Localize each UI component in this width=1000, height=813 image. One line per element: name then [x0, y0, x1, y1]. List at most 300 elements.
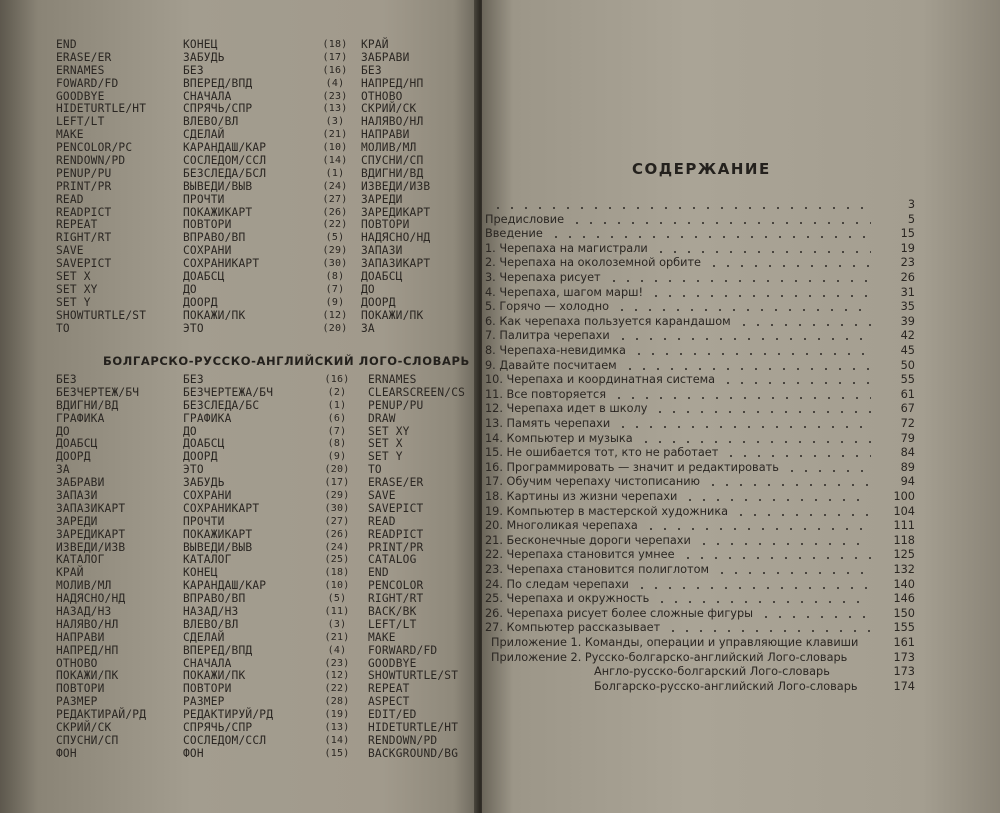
dot-leader: [655, 601, 871, 603]
dictionary-row: [56, 619, 456, 632]
term-3: ОТНОВО: [361, 89, 403, 103]
term-3: ЗАРЕДИКАРТ: [361, 205, 431, 219]
term-number: (4): [327, 644, 347, 656]
term-3: DRAW: [368, 411, 396, 425]
dot-leader: [635, 587, 871, 589]
toc-entry-label: 17. Обучим черепаху чистописанию: [485, 475, 701, 489]
term-number: (21): [322, 129, 348, 141]
toc-entry-page: 35: [900, 300, 915, 314]
toc-entry-page: 89: [900, 460, 915, 474]
term-3: RENDOWN/PD: [368, 733, 438, 747]
term-2: БЕЗСЛЕДА/БСЛ: [183, 166, 267, 180]
term-2: ГРАФИКА: [183, 411, 232, 425]
toc-entry-label: 8. Черепаха-невидимка: [485, 344, 626, 357]
toc-entry: [482, 271, 1000, 285]
term-2: СПРЯЧЬ/СПР: [183, 102, 253, 116]
term-2: ФОН: [183, 746, 204, 760]
toc-entry-label: 5. Горячо — холодно: [485, 300, 610, 314]
term-2: ВПРАВО/ВП: [183, 231, 246, 245]
toc-entry-label: 21. Бесконечные дороги черепахи: [485, 533, 691, 547]
toc-entry-page: 67: [900, 402, 915, 416]
term-number: (24): [324, 541, 350, 553]
term-1: НАЛЯВО/НЛ: [56, 617, 119, 631]
term-number: (13): [322, 103, 348, 115]
dictionary-row: [56, 385, 466, 400]
term-number: (27): [324, 515, 350, 527]
term-1: ПОВТОРИ: [56, 682, 105, 696]
dictionary-row: [56, 529, 456, 542]
toc-entry: [482, 665, 1000, 679]
term-1: GOODBYE: [56, 89, 105, 103]
toc-entry-page: 19: [900, 241, 915, 255]
term-number: (9): [325, 296, 345, 308]
term-3: EDIT/ED: [368, 708, 417, 722]
dictionary-row: [56, 503, 456, 516]
term-number: (30): [324, 502, 350, 514]
term-3: НАЛЯВО/НЛ: [361, 115, 424, 129]
term-3: TO: [368, 463, 382, 477]
dictionary-row: [56, 645, 456, 658]
toc-entry-page: 42: [900, 329, 915, 343]
term-1: PENCOLOR/PC: [56, 141, 133, 155]
term-3: ЗА: [361, 321, 375, 335]
term-3: БЕЗ: [361, 63, 382, 77]
term-3: SAVE: [368, 489, 396, 503]
term-2: РЕДАКТИРУЙ/РД: [183, 708, 274, 722]
term-number: (5): [327, 593, 347, 605]
term-3: ЗАРЕДИ: [361, 192, 403, 206]
term-1: ЗА: [56, 463, 70, 477]
dot-leader: [715, 572, 871, 574]
term-3: ASPECT: [368, 695, 410, 709]
term-2: ПРОЧТИ: [183, 192, 225, 206]
toc-entry-label: 22. Черепаха становится умнее: [485, 548, 675, 562]
dictionary-row: [56, 374, 456, 387]
term-3: HIDETURTLE/HT: [368, 721, 459, 735]
term-2: ДОАБСЦ: [183, 437, 225, 451]
toc-entry: [482, 388, 1000, 402]
term-number: (29): [322, 245, 348, 257]
term-number: (12): [322, 309, 348, 321]
toc-entry-page: 104: [893, 504, 915, 518]
term-1: END: [56, 38, 77, 51]
dictionary-row: [56, 271, 456, 284]
toc-entry: [482, 680, 1000, 694]
term-number: (20): [322, 322, 348, 334]
term-2: ПОКАЖИКАРТ: [183, 527, 253, 541]
term-number: (26): [322, 206, 348, 218]
toc-entry-page: 94: [900, 475, 915, 489]
term-1: RENDOWN/PD: [56, 154, 126, 168]
term-number: (22): [324, 683, 350, 695]
term-2: НАЗАД/НЗ: [183, 605, 239, 619]
toc-entry-page: 150: [893, 606, 915, 620]
term-number: (19): [324, 709, 350, 721]
term-3: ЗАПАЗИКАРТ: [361, 257, 431, 271]
term-number: (7): [327, 425, 347, 437]
term-1: ИЗВЕДИ/ИЗВ: [56, 540, 126, 554]
toc-entry-page: 26: [900, 271, 915, 284]
toc-entry: [482, 242, 1000, 256]
dot-leader: [549, 236, 871, 238]
term-3: READ: [368, 514, 396, 528]
term-1: КАТАЛОГ: [56, 553, 105, 567]
toc-entry: [482, 592, 1000, 606]
term-2: КАРАНДАШ/КАР: [183, 579, 267, 593]
dictionary-row: [56, 39, 456, 52]
toc-entry-page: 31: [900, 285, 915, 299]
term-1: ДО: [56, 424, 70, 438]
term-2: ДОАБСЦ: [183, 270, 225, 284]
term-3: ПОВТОРИ: [361, 218, 410, 232]
toc-entry-label: 26. Черепаха рисует более сложные фигуры: [485, 606, 754, 620]
term-number: (29): [324, 490, 350, 502]
term-2: СОСЛЕДОМ/ССЛ: [183, 154, 267, 168]
term-1: БЕЗ: [56, 373, 77, 386]
toc-entry: [482, 548, 1000, 562]
term-number: (10): [324, 580, 350, 592]
toc-entry-page: 50: [900, 358, 915, 372]
dot-leader: [707, 265, 871, 267]
toc-entry: [482, 402, 1000, 416]
term-3: КРАЙ: [361, 38, 389, 51]
toc-entry-page: 72: [900, 417, 915, 430]
term-3: ERNAMES: [368, 373, 417, 386]
term-1: PENUP/PU: [56, 166, 112, 180]
dot-leader: [683, 499, 871, 501]
toc-entry: [482, 329, 1000, 343]
toc-entry-page: 84: [900, 446, 915, 460]
term-3: НАПРЕД/НП: [361, 76, 424, 90]
term-3: PENCOLOR: [368, 579, 424, 593]
toc-entry-label: 24. По следам черепахи: [485, 577, 629, 591]
term-number: (7): [325, 283, 345, 295]
term-3: SET X: [368, 437, 403, 451]
toc-entry-page: 55: [900, 373, 915, 387]
term-3: MAKE: [368, 630, 396, 644]
term-3: RIGHT/RT: [368, 592, 424, 606]
term-1: НАДЯСНО/НД: [56, 592, 126, 606]
term-number: (6): [327, 412, 347, 424]
dictionary-row: [56, 721, 459, 735]
dictionary-row: [56, 284, 456, 297]
term-2: СОХРАНИ: [183, 244, 232, 258]
toc-entry: [482, 446, 1000, 460]
term-number: (14): [322, 155, 348, 167]
term-2: СДЕЛАЙ: [183, 128, 225, 142]
dictionary-row: [56, 490, 456, 503]
toc-entry-page: 5: [907, 212, 915, 226]
term-3: BACKGROUND/BG: [368, 746, 459, 760]
term-3: ДОАБСЦ: [361, 270, 403, 284]
term-3: CATALOG: [368, 553, 417, 567]
toc-entry-label: 4. Черепаха, шагом марш!: [485, 285, 643, 299]
dictionary-row: [56, 400, 456, 413]
term-2: ЗАБУДЬ: [183, 476, 225, 490]
toc-entry: [482, 651, 1000, 665]
dot-leader: [639, 441, 871, 443]
term-number: (9): [327, 451, 347, 463]
toc-entry: [482, 344, 1000, 358]
toc-entry-label: 25. Черепаха и окружность: [485, 592, 650, 606]
term-2: ПОКАЖИ/ПК: [183, 669, 246, 683]
term-2: БЕЗ: [183, 373, 204, 386]
term-number: (15): [324, 747, 350, 759]
toc-entry-page: 161: [893, 636, 915, 649]
term-number: (12): [324, 670, 350, 682]
term-3: PENUP/PU: [368, 398, 424, 412]
dictionary-row: [56, 310, 456, 323]
dot-leader: [721, 382, 871, 384]
term-number: (23): [324, 657, 350, 669]
dot-leader: [615, 309, 871, 311]
toc-entry-page: 15: [900, 227, 915, 241]
toc-entry: [482, 461, 1000, 475]
dictionary-row: [56, 323, 456, 336]
dictionary-row: [56, 516, 456, 529]
left-page: [0, 0, 478, 813]
toc-entry-page: 79: [900, 431, 915, 445]
term-1: ERNAMES: [56, 63, 105, 77]
toc-entry: [482, 286, 1000, 300]
toc-entry: [482, 534, 1000, 548]
term-number: (11): [324, 606, 350, 618]
term-number: (17): [322, 51, 348, 63]
term-2: БЕЗСЛЕДА/БС: [183, 398, 260, 412]
term-number: (24): [322, 180, 348, 192]
dot-leader: [785, 470, 871, 472]
toc-entry-page: 100: [893, 490, 915, 503]
toc-entry-label: Англо-русско-болгарский Лого-словарь: [594, 665, 830, 679]
term-1: MAKE: [56, 128, 84, 142]
toc-entry-label: 18. Картины из жизни черепахи: [485, 490, 678, 503]
term-1: SAVEPICT: [56, 257, 112, 271]
toc-entry: [482, 505, 1000, 519]
term-1: LEFT/LT: [56, 115, 105, 129]
term-2: БЕЗЧЕРТЕЖА/БЧ: [183, 385, 274, 399]
term-number: (25): [324, 554, 350, 566]
toc-entry: [482, 475, 1000, 489]
term-2: СНАЧАЛА: [183, 89, 232, 103]
term-2: СОХРАНИ: [183, 489, 232, 503]
dot-leader: [616, 426, 871, 428]
toc-entry-page: 132: [893, 563, 915, 576]
term-1: НАПРЕД/НП: [56, 643, 119, 657]
term-2: ВЫВЕДИ/ВЫВ: [183, 540, 253, 554]
term-3: PRINT/PR: [368, 540, 424, 554]
dot-leader: [612, 397, 871, 399]
term-1: HIDETURTLE/HT: [56, 102, 147, 116]
toc-entry-label: 15. Не ошибается тот, кто не работает: [485, 446, 719, 460]
dictionary-row: [56, 78, 456, 91]
term-number: (27): [322, 193, 348, 205]
term-3: FORWARD/FD: [368, 643, 438, 657]
term-2: ВПЕРЕД/ВПД: [183, 76, 253, 90]
dot-leader: [570, 222, 871, 224]
toc-entry-page: 155: [893, 621, 915, 635]
term-1: RIGHT/RT: [56, 231, 112, 245]
toc-entry: [482, 359, 1000, 373]
toc-entry: [482, 315, 1000, 329]
dot-leader: [623, 368, 871, 370]
toc-entry-page: 39: [900, 314, 915, 328]
toc-entry-label: 13. Память черепахи: [485, 417, 611, 430]
term-3: ВДИГНИ/ВД: [361, 166, 424, 180]
dot-leader: [632, 353, 871, 355]
dictionary-row: [56, 297, 456, 310]
term-1: ЗАРЕДИ: [56, 514, 98, 528]
dictionary-row: [56, 606, 456, 619]
term-2: ПОКАЖИ/ПК: [183, 308, 246, 322]
term-1: ЗАБРАВИ: [56, 476, 105, 490]
toc-entry-page: 146: [893, 592, 915, 606]
term-1: ВДИГНИ/ВД: [56, 398, 119, 412]
term-1: БЕЗЧЕРТЕЖ/БЧ: [56, 385, 140, 399]
toc-entry-label: Болгарско-русско-английский Лого-словарь: [594, 679, 858, 693]
term-number: (3): [327, 618, 347, 630]
dictionary-row: [56, 746, 459, 761]
term-1: СПУСНИ/СП: [56, 733, 119, 747]
term-number: (8): [325, 271, 345, 283]
term-2: РАЗМЕР: [183, 695, 225, 709]
toc-entry-page: 23: [900, 256, 915, 270]
term-2: ПОВТОРИ: [183, 682, 232, 696]
term-2: СПРЯЧЬ/СПР: [183, 721, 253, 735]
term-1: FOWARD/FD: [56, 76, 119, 90]
toc-entry: [482, 490, 1000, 504]
term-number: (21): [324, 631, 350, 643]
term-1: ПОКАЖИ/ПК: [56, 669, 119, 683]
toc-entry-label: Приложение 2. Русско-болгарско-английский Лого-словарь: [491, 650, 848, 664]
term-3: СКРИЙ/СК: [361, 102, 417, 116]
term-number: (23): [322, 90, 348, 102]
term-3: CLEARSCREEN/CS: [368, 385, 466, 399]
term-1: REPEAT: [56, 218, 98, 232]
term-number: (30): [322, 258, 348, 270]
toc-entry-label: Приложение 1. Команды, операции и управляющие клавиши: [491, 636, 859, 649]
term-number: (26): [324, 528, 350, 540]
term-number: (22): [322, 219, 348, 231]
term-3: ИЗВЕДИ/ИЗВ: [361, 179, 431, 193]
toc-entry: [482, 432, 1000, 446]
toc-entry-label: 23. Черепаха становится полиглотом: [485, 563, 710, 576]
term-2: ПРОЧТИ: [183, 514, 225, 528]
term-1: READ: [56, 192, 84, 206]
toc-entry-label: 12. Черепаха идет в школу: [485, 402, 648, 416]
toc-entry-label: 7. Палитра черепахи: [485, 329, 610, 343]
term-number: (16): [324, 374, 350, 385]
term-number: (18): [324, 567, 350, 579]
term-3: SET XY: [368, 424, 410, 438]
term-1: SET XY: [56, 282, 98, 296]
term-3: READPICT: [368, 527, 424, 541]
term-2: КАТАЛОГ: [183, 553, 232, 567]
term-2: СОХРАНИКАРТ: [183, 501, 260, 515]
toc-entry-label: 11. Все повторяется: [485, 387, 607, 401]
dictionary-row: [56, 181, 456, 194]
term-2: ВЫВЕДИ/ВЫВ: [183, 179, 253, 193]
dictionary-row: [56, 194, 456, 207]
dot-leader: [644, 528, 871, 530]
section-title: БОЛГАРСКО-РУССКО-АНГЛИЙСКИЙ ЛОГО-СЛОВАРЬ: [103, 354, 470, 368]
toc-entry: [482, 519, 1000, 533]
term-1: TO: [56, 321, 70, 335]
term-3: SHOWTURTLE/ST: [368, 669, 459, 683]
dictionary-row: [56, 65, 456, 78]
toc-entry-label: 19. Компьютер в мастерской художника: [485, 504, 729, 518]
term-2: ПОКАЖИКАРТ: [183, 205, 253, 219]
term-3: SET Y: [368, 450, 403, 464]
term-2: ВЛЕВО/ВЛ: [183, 617, 239, 631]
toc-entry: [482, 563, 1000, 577]
term-2: СОХРАНИКАРТ: [183, 257, 260, 271]
toc-entry-page: 61: [900, 387, 915, 401]
right-page: [482, 0, 1000, 813]
term-number: (18): [322, 39, 348, 50]
toc-entry-label: 20. Многоликая черепаха: [485, 519, 638, 533]
term-1: ДООРД: [56, 450, 91, 464]
term-1: РЕДАКТИРАЙ/РД: [56, 708, 147, 722]
term-2: СОСЛЕДОМ/ССЛ: [183, 733, 267, 747]
term-3: END: [368, 566, 389, 580]
toc-entry-label: 1. Черепаха на магистрали: [485, 241, 648, 255]
term-number: (20): [324, 464, 350, 476]
dot-leader: [681, 557, 871, 559]
dictionary-row: [56, 477, 456, 490]
term-number: (16): [322, 64, 348, 76]
term-1: НАЗАД/НЗ: [56, 605, 112, 619]
term-1: МОЛИВ/МЛ: [56, 579, 112, 593]
term-2: ВПЕРЕД/ВПД: [183, 643, 253, 657]
dot-leader: [616, 338, 871, 340]
term-3: LEFT/LT: [368, 617, 417, 631]
toc-entry-label: Введение: [485, 227, 543, 241]
term-1: НАПРАВИ: [56, 630, 105, 644]
toc-entry: [482, 607, 1000, 621]
term-2: ЭТО: [183, 463, 204, 477]
toc-entry-page: 118: [893, 533, 915, 547]
term-2: КОНЕЦ: [183, 566, 218, 580]
term-3: ДООРД: [361, 295, 396, 309]
term-1: РАЗМЕР: [56, 695, 98, 709]
term-1: КРАЙ: [56, 566, 84, 580]
toc-entry-page: 125: [893, 548, 915, 562]
term-2: КОНЕЦ: [183, 38, 218, 51]
term-2: КАРАНДАШ/КАР: [183, 141, 267, 155]
term-number: (17): [324, 477, 350, 489]
toc-entry-label: 2. Черепаха на околоземной орбите: [485, 256, 702, 270]
term-1: SET X: [56, 270, 91, 284]
dot-leader: [759, 616, 871, 618]
toc-entry-label: 3. Черепаха рисует: [485, 271, 601, 284]
term-2: СДЕЛАЙ: [183, 630, 225, 644]
term-1: ДОАБСЦ: [56, 437, 98, 451]
term-1: ЗАРЕДИКАРТ: [56, 527, 126, 541]
term-3: ЗАБРАВИ: [361, 50, 410, 64]
toc-entry-page: 3: [907, 198, 915, 211]
toc-entry-label: Предисловие: [485, 212, 565, 226]
toc-entry-page: 173: [893, 665, 915, 679]
dot-leader: [607, 280, 871, 282]
toc-entry-label: 14. Компьютер и музыка: [485, 431, 633, 445]
dot-leader: [666, 630, 871, 632]
dictionary-bottom-table: [56, 373, 466, 761]
toc-entry: [482, 578, 1000, 592]
term-3: НАПРАВИ: [361, 128, 410, 142]
dictionary-row: [56, 554, 456, 567]
term-3: ДО: [361, 282, 375, 296]
term-number: (1): [327, 399, 347, 411]
